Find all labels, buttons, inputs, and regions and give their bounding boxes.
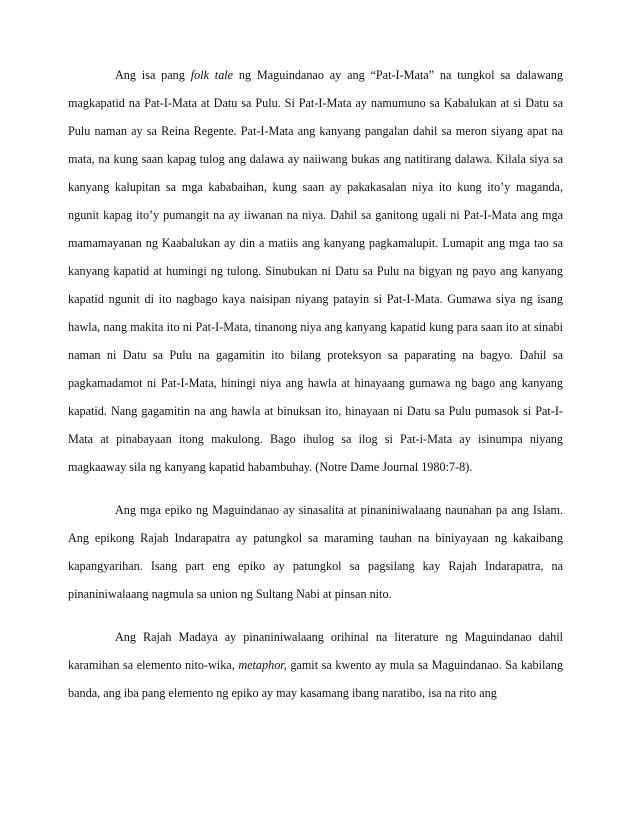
paragraph-pat-i-mata [68,61,563,481]
paragraph-text: ng Maguindanao ay ang “Pat-I-Mata” na tungkol sa dalawang magkapatid na Pat-I-Mata at Datu sa Pulu. Si Pat-I-Mata ay namumuno sa Kabalukan at si Datu sa Pulu naman ay sa Reina Regente. Pat-I-Mata ang kanyang pangalan dahil sa meron siyang apat na mata, na kung saan kapag tulog ang dalawa ay naiiwang bukas ang natitirang dalawa. Kilala siya sa kanyang kalupitan sa mga kababaihan, kung saan ay pakakasalan niya ito kung ito’y maganda, ngunit kapag ito’y pumangit na ay iiwanan na niya. Dahil sa ganitong ugali ni Pat-I-Mata ang mga mamamayanan ng Kaabalukan ay din a matiis ang kanyang pagkamalupit. Lumapit ang mga tao sa kanyang kapatid at humingi ng tulong. Sinubukan ni Datu sa Pulu na bigyan ng payo ang kanyang kapatid ngunit di ito nagbago kaya naisipan niyang patayin si Pat-I-Mata. Gumawa siya ng isang hawla, nang makita ito ni Pat-I-Mata, tinanong niya ang kanyang kapatid kung para saan ito at sinabi naman ni Datu sa Pulu na gagamitin ito bilang proteksyon sa paparating na bagyo. Dahil sa pagkamadamot ni Pat-I-Mata, hiningi niya ang hawla at hinayaang gumawa ng bago ang kanyang kapatid. Nang gagamitin na ang hawla at binuksan ito, hinayaan ni Datu sa Pulu pumasok si Pat-I-Mata at pinabayaan itong makulong. Bago ihulog sa ilog si Pat-i-Mata ay isinumpa niyang magkaaway sila ng kanyang kapatid habambuhay. (Notre Dame Journal 1980:7-8). [68,68,563,474]
paragraph-epiko [68,496,563,608]
emphasis-folk-tale: folk tale [190,68,234,82]
emphasis-metaphor: metaphor, [238,658,287,672]
document-page [68,61,563,722]
paragraph-text: Ang isa pang [115,68,191,82]
paragraph-text: Ang Rajah Madaya ay pinaniniwalaang orihinal na literature ng Maguindanao dahil karamihan sa elemento nito-wika, [68,630,563,672]
paragraph-text: Ang mga epiko ng Maguindanao ay sinasalita at pinaniniwalaang naunahan pa ang Islam. Ang epikong Rajah Indarapatra ay patungkol sa maraming tauhan na biniyayaan ng kakaibang kapangyarihan. Isang part eng epiko ay patungkol sa pagsilang kay Rajah Indarapatra, na pinaniniwalaang nagmula sa union ng Sultang Nabi at pinsan nito. [68,503,563,601]
paragraph-text: gamit sa kwento ay mula sa Maguindanao. Sa kabilang banda, ang iba pang elemento ng epiko ay may kasamang ibang naratibo, isa na rito ang [68,658,563,700]
paragraph-rajah-madaya [68,623,563,707]
